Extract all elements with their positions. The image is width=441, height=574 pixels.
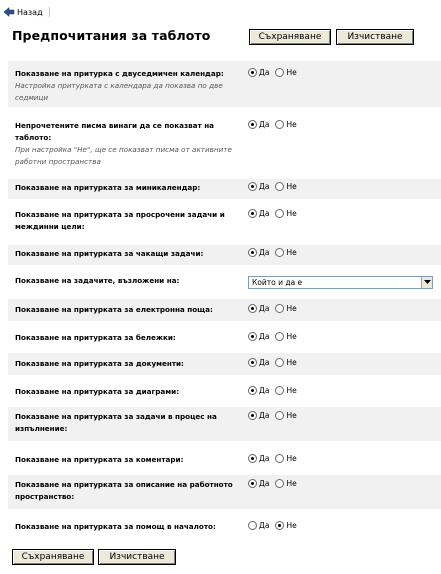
radio-yes[interactable] bbox=[248, 120, 257, 129]
nav-separator bbox=[49, 7, 50, 17]
pref-row-notes bbox=[8, 327, 441, 349]
radio-no[interactable] bbox=[275, 209, 284, 218]
pref-options: Да Не bbox=[248, 248, 301, 257]
pref-options: Да Не bbox=[248, 454, 301, 463]
radio-yes[interactable] bbox=[248, 304, 257, 313]
radio-no[interactable] bbox=[275, 479, 284, 488]
pref-options: Да Не bbox=[248, 386, 301, 395]
pref-options: Да Не bbox=[248, 120, 301, 129]
pref-options: Да Не bbox=[248, 68, 301, 77]
radio-yes[interactable] bbox=[248, 479, 257, 488]
pref-row-comments bbox=[8, 449, 441, 471]
pref-options: Да Не bbox=[248, 411, 301, 420]
save-button-bottom[interactable]: Съхраняване bbox=[12, 549, 94, 565]
back-link[interactable] bbox=[3, 6, 50, 18]
radio-yes[interactable] bbox=[248, 209, 257, 218]
pref-row-pending-tasks bbox=[8, 245, 441, 265]
radio-yes[interactable] bbox=[248, 358, 257, 367]
pref-row-documents bbox=[8, 353, 441, 375]
pref-label: Показване на притурката за бележки: bbox=[15, 333, 176, 342]
pref-label: Показване на притурката за чакащи задачи: bbox=[15, 249, 204, 258]
radio-yes[interactable] bbox=[248, 68, 257, 77]
pref-options: Да Не bbox=[248, 209, 301, 218]
radio-no[interactable] bbox=[275, 358, 284, 367]
pref-label: Показване на притурката за задачи в процес на изпълнение: bbox=[15, 412, 217, 433]
radio-yes[interactable] bbox=[248, 386, 257, 395]
pref-row-biweekly-calendar bbox=[8, 61, 441, 107]
radio-no[interactable] bbox=[275, 304, 284, 313]
pref-row-overdue-tasks bbox=[8, 205, 441, 239]
radio-no[interactable] bbox=[275, 120, 284, 129]
pref-label: Показване на притурката за описание на работното пространство: bbox=[15, 480, 233, 501]
radio-no[interactable] bbox=[275, 454, 284, 463]
select-value: Който и да е bbox=[252, 278, 303, 287]
save-button-top[interactable]: Съхраняване bbox=[249, 29, 331, 45]
pref-label: Показване на притурката за диаграми: bbox=[15, 387, 180, 396]
radio-yes[interactable] bbox=[248, 182, 257, 191]
pref-label: Показване на притурката за помощ в началото: bbox=[15, 522, 216, 531]
back-label: Назад bbox=[17, 7, 43, 17]
pref-options: Да Не bbox=[248, 479, 301, 488]
pref-options: Да Не bbox=[248, 521, 301, 530]
pref-row-workspace-description bbox=[8, 475, 441, 509]
radio-no[interactable] bbox=[275, 248, 284, 257]
radio-no[interactable] bbox=[275, 68, 284, 77]
pref-description: При настройка "Не", ще се показват писма от активните работни пространства bbox=[15, 145, 232, 166]
pref-options: Да Не bbox=[248, 304, 301, 313]
radio-no[interactable] bbox=[275, 386, 284, 395]
pref-row-assigned-to bbox=[8, 271, 441, 293]
dropdown-arrow-icon[interactable] bbox=[421, 277, 432, 288]
assigned-to-select[interactable] bbox=[248, 276, 433, 289]
pref-row-getting-started-help bbox=[8, 516, 441, 538]
pref-label: Показване на притурката за коментари: bbox=[15, 455, 184, 464]
pref-description: Настройка притурката с календара да показва по две седмици bbox=[15, 81, 223, 102]
pref-options: Да Не bbox=[248, 358, 301, 367]
pref-label: Показване на задачите, възложени на: bbox=[15, 276, 180, 285]
radio-no[interactable] bbox=[275, 182, 284, 191]
page-title: Предпочитания за таблото bbox=[12, 28, 211, 43]
radio-yes[interactable] bbox=[248, 454, 257, 463]
pref-options: Да Не bbox=[248, 332, 301, 341]
radio-no[interactable] bbox=[275, 332, 284, 341]
pref-row-minicalendar bbox=[8, 179, 441, 199]
radio-yes[interactable] bbox=[248, 248, 257, 257]
pref-label: Показване на притурката за просрочени задачи и междинни цели: bbox=[15, 210, 225, 231]
pref-row-diagrams bbox=[8, 381, 441, 403]
pref-label: Показване на притурката за документи: bbox=[15, 359, 184, 368]
radio-no[interactable] bbox=[275, 521, 284, 530]
radio-yes[interactable] bbox=[248, 332, 257, 341]
clear-button-top[interactable]: Изчистване bbox=[336, 29, 414, 45]
pref-row-tasks-in-progress bbox=[8, 407, 441, 441]
pref-label: Показване на притурка с двуседмичен календар: bbox=[15, 69, 224, 78]
pref-label: Показване на притурката за електронна поща: bbox=[15, 305, 213, 314]
radio-yes[interactable] bbox=[248, 411, 257, 420]
radio-no[interactable] bbox=[275, 411, 284, 420]
pref-row-unread-mail bbox=[8, 114, 441, 172]
back-arrow-icon bbox=[3, 6, 15, 18]
radio-yes[interactable] bbox=[248, 521, 257, 530]
clear-button-bottom[interactable]: Изчистване bbox=[98, 549, 176, 565]
pref-row-email bbox=[8, 299, 441, 321]
pref-options: Да Не bbox=[248, 182, 301, 191]
pref-label: Показване на притурката за миникалендар: bbox=[15, 183, 201, 192]
pref-label: Непрочетените писма винаги да се показват на таблото: bbox=[15, 121, 215, 142]
